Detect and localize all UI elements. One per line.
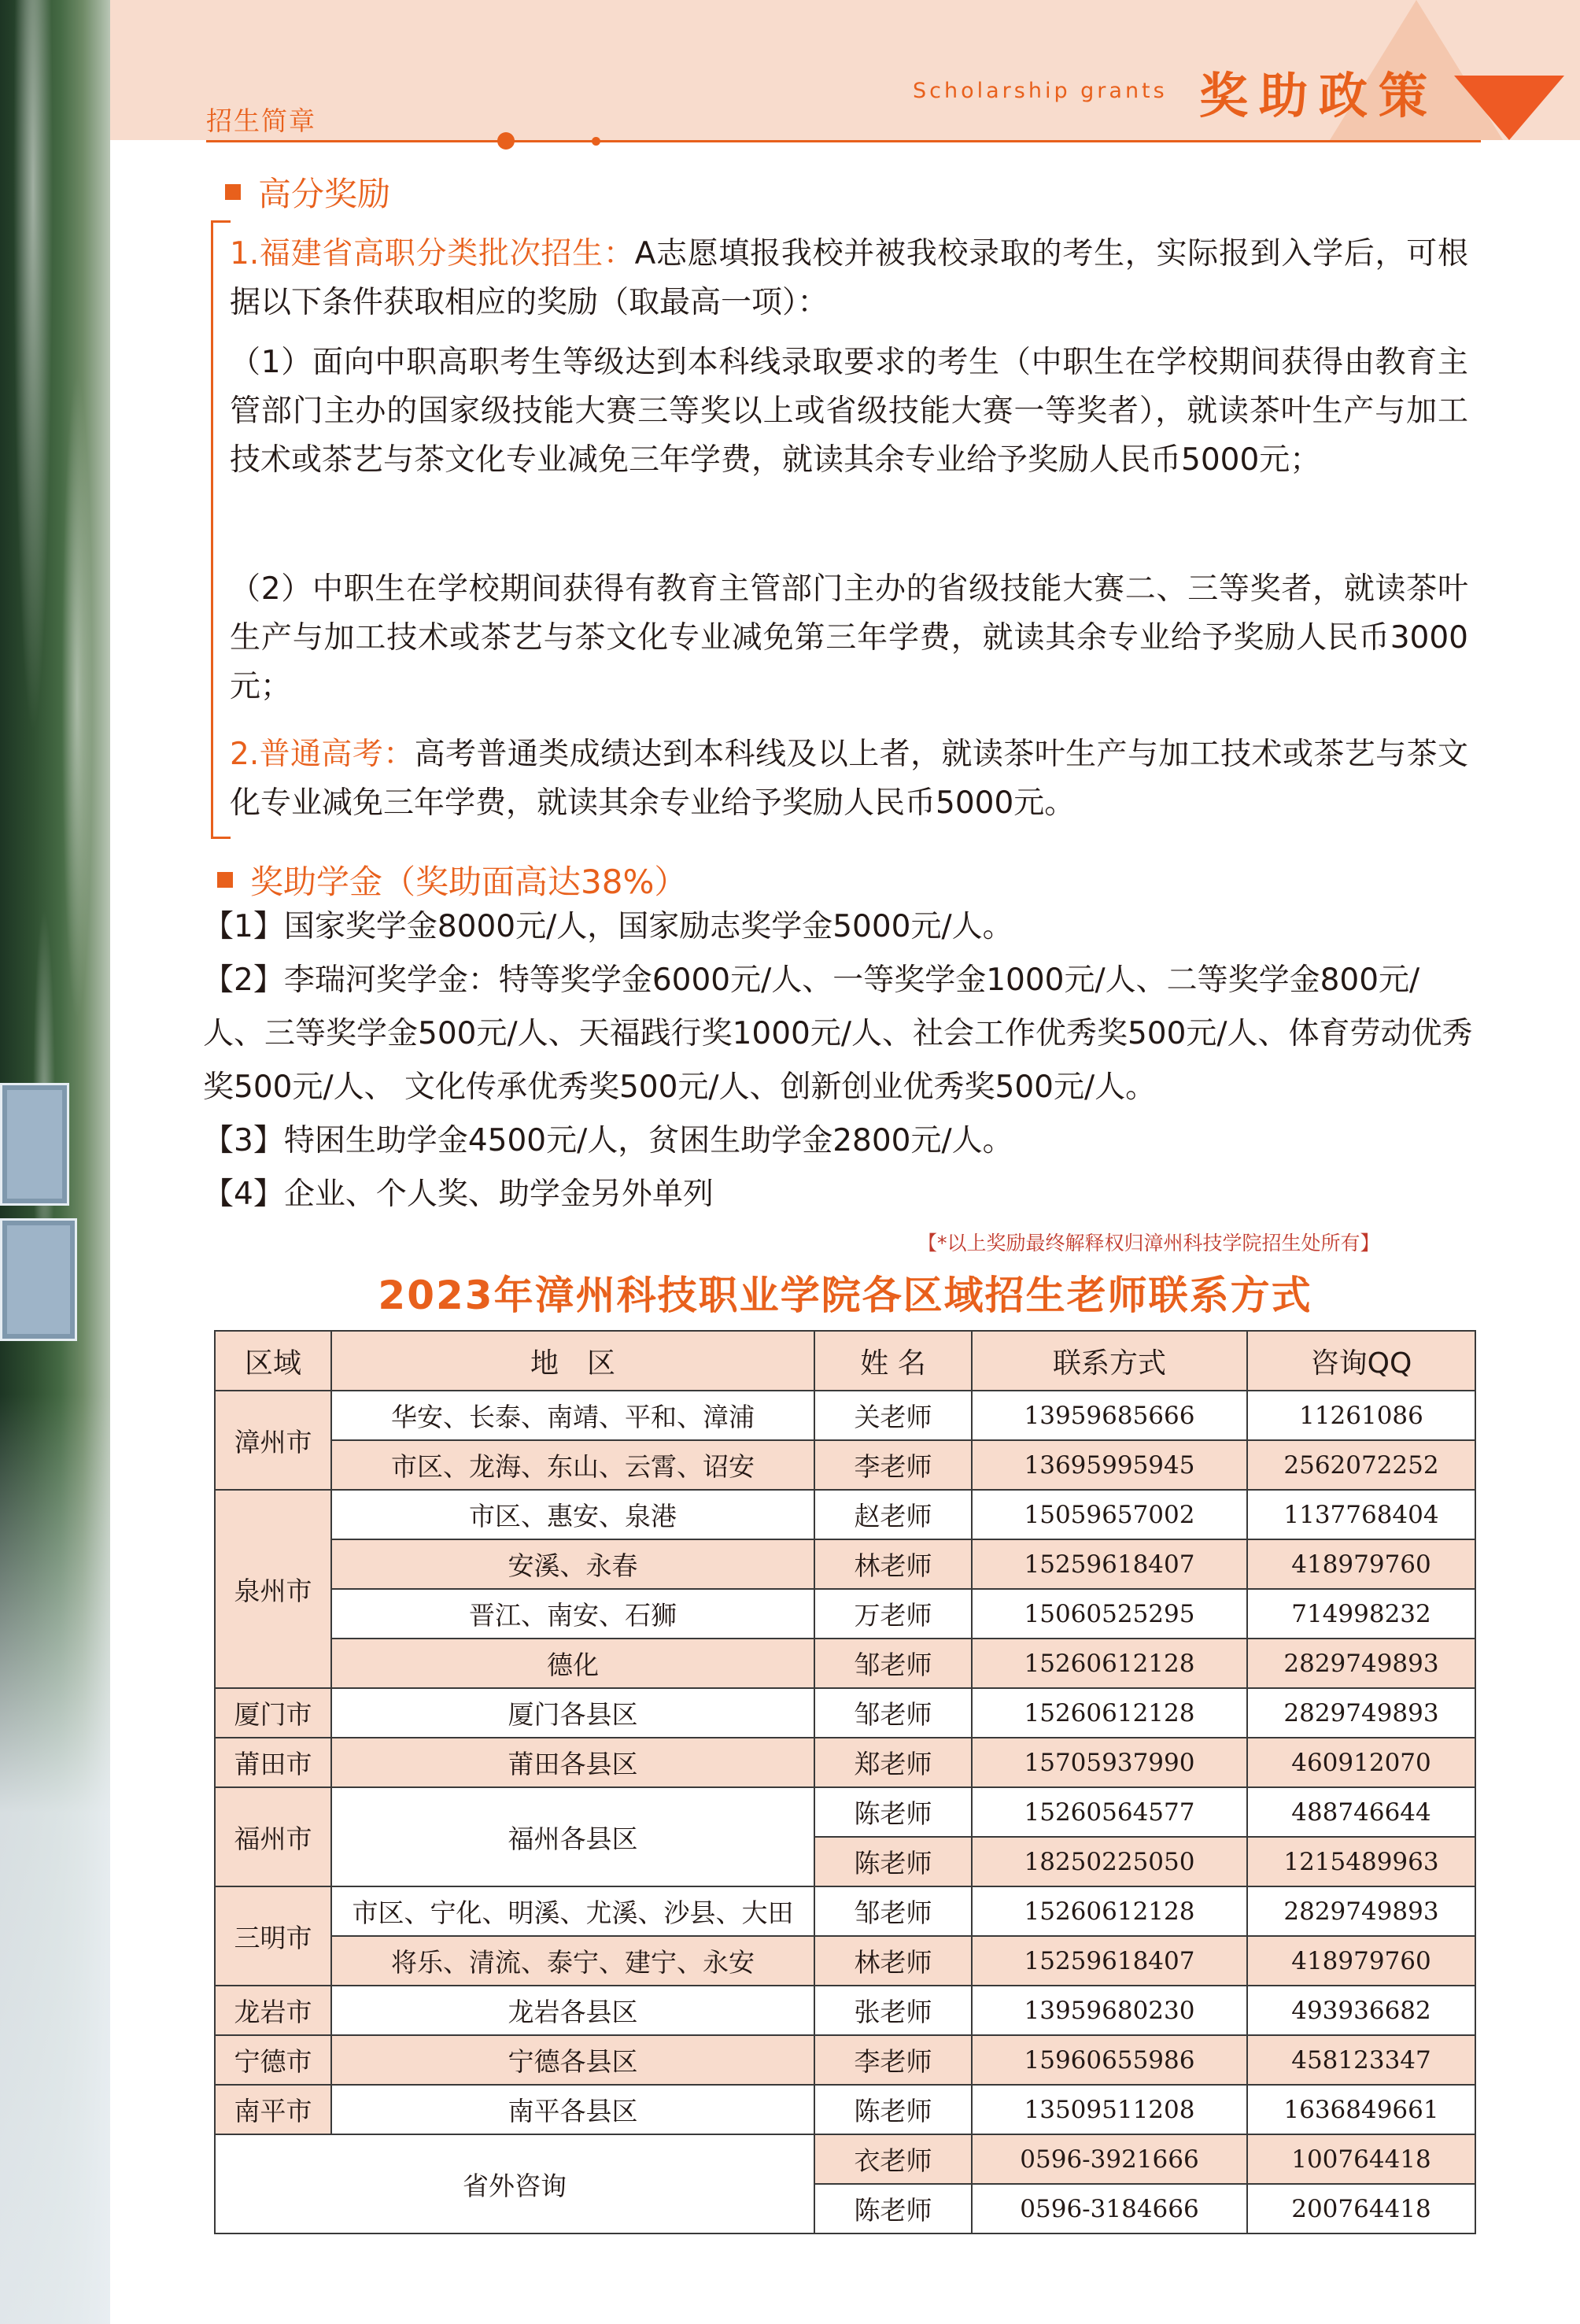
area-cell: 德化 [331, 1639, 814, 1688]
qq-cell: 2829749893 [1247, 1639, 1475, 1688]
table-row [215, 1738, 1475, 1787]
qq-cell: 418979760 [1247, 1936, 1475, 1986]
list-item: 【4】企业、个人奖、助学金另外单列 [203, 1177, 714, 1212]
table-row [215, 2134, 1475, 2184]
qq-cell: 2829749893 [1247, 1886, 1475, 1936]
column-header: 姓 名 [814, 1331, 972, 1391]
table-row [215, 1688, 1475, 1738]
qq-cell: 493936682 [1247, 1986, 1475, 2035]
name-cell: 李老师 [814, 2035, 972, 2085]
header-divider [206, 140, 1481, 142]
name-cell: 关老师 [814, 1391, 972, 1440]
area-cell: 市区、龙海、东山、云霄、诏安 [331, 1440, 814, 1490]
header-title-en: Scholarship grants [913, 79, 1168, 103]
phone-cell: 15960655986 [972, 2035, 1247, 2085]
region-cell: 龙岩市 [215, 1986, 331, 2035]
qq-cell: 100764418 [1247, 2134, 1475, 2184]
header-dot [497, 132, 515, 150]
phone-cell: 15060525295 [972, 1589, 1247, 1639]
phone-cell: 15705937990 [972, 1738, 1247, 1787]
table-row [215, 1440, 1475, 1490]
area-cell: 晋江、南安、石狮 [331, 1589, 814, 1639]
qq-cell: 460912070 [1247, 1738, 1475, 1787]
phone-cell: 15260564577 [972, 1787, 1247, 1837]
paragraph-text: 高考普通类成绩达到本科线及以上者，就读茶叶生产与加工技术或茶艺与茶文化专业减免三年学费，就读其余专业给予奖励人民币5000元。 [230, 737, 1468, 821]
header-dot [592, 137, 600, 146]
section-heading-text: 奖助学金（奖助面高达38%） [250, 863, 688, 901]
table-row [215, 1787, 1475, 1837]
qq-cell: 200764418 [1247, 2184, 1475, 2233]
column-header: 咨询QQ [1247, 1331, 1475, 1391]
paragraph [230, 565, 1468, 711]
contacts-table [214, 1330, 1476, 2234]
phone-cell: 13959685666 [972, 1391, 1247, 1440]
table-row [215, 2085, 1475, 2134]
qq-cell: 1215489963 [1247, 1837, 1475, 1886]
name-cell: 李老师 [814, 1440, 972, 1490]
phone-cell: 13509511208 [972, 2085, 1247, 2134]
name-cell: 林老师 [814, 1539, 972, 1589]
name-cell: 陈老师 [814, 1837, 972, 1886]
name-cell: 万老师 [814, 1589, 972, 1639]
section-bracket [211, 220, 231, 839]
header-title-cn: 奖助政策 [1199, 67, 1439, 124]
phone-cell: 15260612128 [972, 1688, 1247, 1738]
area-cell: 宁德各县区 [331, 2035, 814, 2085]
area-cell: 市区、惠安、泉港 [331, 1490, 814, 1539]
phone-cell: 18250225050 [972, 1837, 1247, 1886]
phone-cell: 15259618407 [972, 1936, 1247, 1986]
name-cell: 衣老师 [814, 2134, 972, 2184]
phone-cell: 13695995945 [972, 1440, 1247, 1490]
area-cell: 莆田各县区 [331, 1738, 814, 1787]
region-cell: 宁德市 [215, 2035, 331, 2085]
qq-cell: 2562072252 [1247, 1440, 1475, 1490]
table-row [215, 1539, 1475, 1589]
qq-cell: 418979760 [1247, 1539, 1475, 1589]
area-cell: 华安、长泰、南靖、平和、漳浦 [331, 1391, 814, 1440]
phone-cell: 0596-3921666 [972, 2134, 1247, 2184]
paragraph [230, 730, 1468, 828]
phone-cell: 15260612128 [972, 1639, 1247, 1688]
section-heading-text: 高分奖励 [258, 175, 391, 213]
area-cell: 将乐、清流、泰宁、建宁、永安 [331, 1936, 814, 1986]
name-cell: 张老师 [814, 1986, 972, 2035]
table-row [215, 1490, 1475, 1539]
phone-cell: 15259618407 [972, 1539, 1247, 1589]
region-cell: 漳州市 [215, 1391, 331, 1490]
region-cell: 三明市 [215, 1886, 331, 1986]
brochure-label: 招生简章 [206, 105, 316, 136]
table-row [215, 1986, 1475, 2035]
paragraph-text: （1）面向中职高职考生等级达到本科线录取要求的考生（中职生在学校期间获得由教育主管部门主办的国家级技能大赛三等奖以上或省级技能大赛一等奖者），就读茶叶生产与加工技术或茶艺与茶文化专业减免三年学费，就读其余专业给予奖励人民币5000元； [230, 345, 1468, 478]
scholarship-list [203, 900, 1478, 1221]
outside-province-cell: 省外咨询 [215, 2134, 814, 2233]
name-cell: 邹老师 [814, 1886, 972, 1936]
table-row [215, 1886, 1475, 1936]
area-cell: 安溪、永春 [331, 1539, 814, 1589]
list-item: 【2】李瑞河奖学金：特等奖学金6000元/人、一等奖学金1000元/人、二等奖学金800元/人、三等奖学金500元/人、天福践行奖1000元/人、社会工作优秀奖500元/人、体育劳动优秀奖500元/人、 文化传承优秀奖500元/人、创新创业优秀奖500元/人。 [203, 962, 1473, 1105]
name-cell: 邹老师 [814, 1688, 972, 1738]
region-cell: 福州市 [215, 1787, 331, 1886]
paragraph [230, 338, 1468, 485]
region-cell: 厦门市 [215, 1688, 331, 1738]
name-cell: 林老师 [814, 1936, 972, 1986]
phone-cell: 15260612128 [972, 1886, 1247, 1936]
building-image [0, 1218, 77, 1341]
paragraph-text: （2）中职生在学校期间获得有教育主管部门主办的省级技能大赛二、三等奖者，就读茶叶生产与加工技术或茶艺与茶文化专业减免第三年学费，就读其余专业给予奖励人民币3000元； [230, 571, 1468, 704]
phone-cell: 15059657002 [972, 1490, 1247, 1539]
name-cell: 赵老师 [814, 1490, 972, 1539]
table-header-row [215, 1331, 1475, 1391]
building-image [0, 1083, 69, 1206]
footnote: 【*以上奖励最终解释权归漳州科技学院招生处所有】 [917, 1232, 1380, 1254]
name-cell: 陈老师 [814, 1787, 972, 1837]
phone-cell: 13959680230 [972, 1986, 1247, 2035]
region-cell: 泉州市 [215, 1490, 331, 1688]
paragraph-lead: 1.福建省高职分类批次招生： [230, 236, 635, 272]
name-cell: 邹老师 [814, 1639, 972, 1688]
side-photo-strip [0, 0, 110, 2324]
qq-cell: 11261086 [1247, 1391, 1475, 1440]
column-header: 区域 [215, 1331, 331, 1391]
table-row [215, 2035, 1475, 2085]
area-cell: 厦门各县区 [331, 1688, 814, 1738]
phone-cell: 0596-3184666 [972, 2184, 1247, 2233]
qq-cell: 1137768404 [1247, 1490, 1475, 1539]
column-header: 地 区 [331, 1331, 814, 1391]
name-cell: 郑老师 [814, 1738, 972, 1787]
square-bullet-icon [217, 872, 233, 888]
name-cell: 陈老师 [814, 2085, 972, 2134]
qq-cell: 714998232 [1247, 1589, 1475, 1639]
qq-cell: 2829749893 [1247, 1688, 1475, 1738]
table-title: 2023年漳州科技职业学院各区域招生老师联系方式 [378, 1273, 1312, 1318]
list-item: 【3】特困生助学金4500元/人，贫困生助学金2800元/人。 [203, 1123, 1013, 1158]
area-cell: 龙岩各县区 [331, 1986, 814, 2035]
header-triangle-accent [1454, 76, 1564, 140]
table-row [215, 1936, 1475, 1986]
area-cell: 福州各县区 [331, 1787, 814, 1886]
table-row [215, 1391, 1475, 1440]
section-heading-scholarship [217, 856, 687, 903]
qq-cell: 488746644 [1247, 1787, 1475, 1837]
area-cell: 市区、宁化、明溪、尤溪、沙县、大田 [331, 1886, 814, 1936]
paragraph-lead: 2.普通高考： [230, 737, 415, 772]
list-item: 【1】国家奖学金8000元/人，国家励志奖学金5000元/人。 [203, 909, 1013, 944]
region-cell: 莆田市 [215, 1738, 331, 1787]
section-heading-high-score [225, 168, 390, 216]
paragraph [230, 230, 1468, 327]
square-bullet-icon [225, 184, 241, 200]
table-row [215, 1639, 1475, 1688]
column-header: 联系方式 [972, 1331, 1247, 1391]
name-cell: 陈老师 [814, 2184, 972, 2233]
area-cell: 南平各县区 [331, 2085, 814, 2134]
qq-cell: 1636849661 [1247, 2085, 1475, 2134]
region-cell: 南平市 [215, 2085, 331, 2134]
qq-cell: 458123347 [1247, 2035, 1475, 2085]
paragraph-text: A志愿填报我校并被我校录取的考生，实际报到入学后，可根据以下条件获取相应的奖励（取最高一项）： [230, 236, 1468, 320]
table-row [215, 1589, 1475, 1639]
